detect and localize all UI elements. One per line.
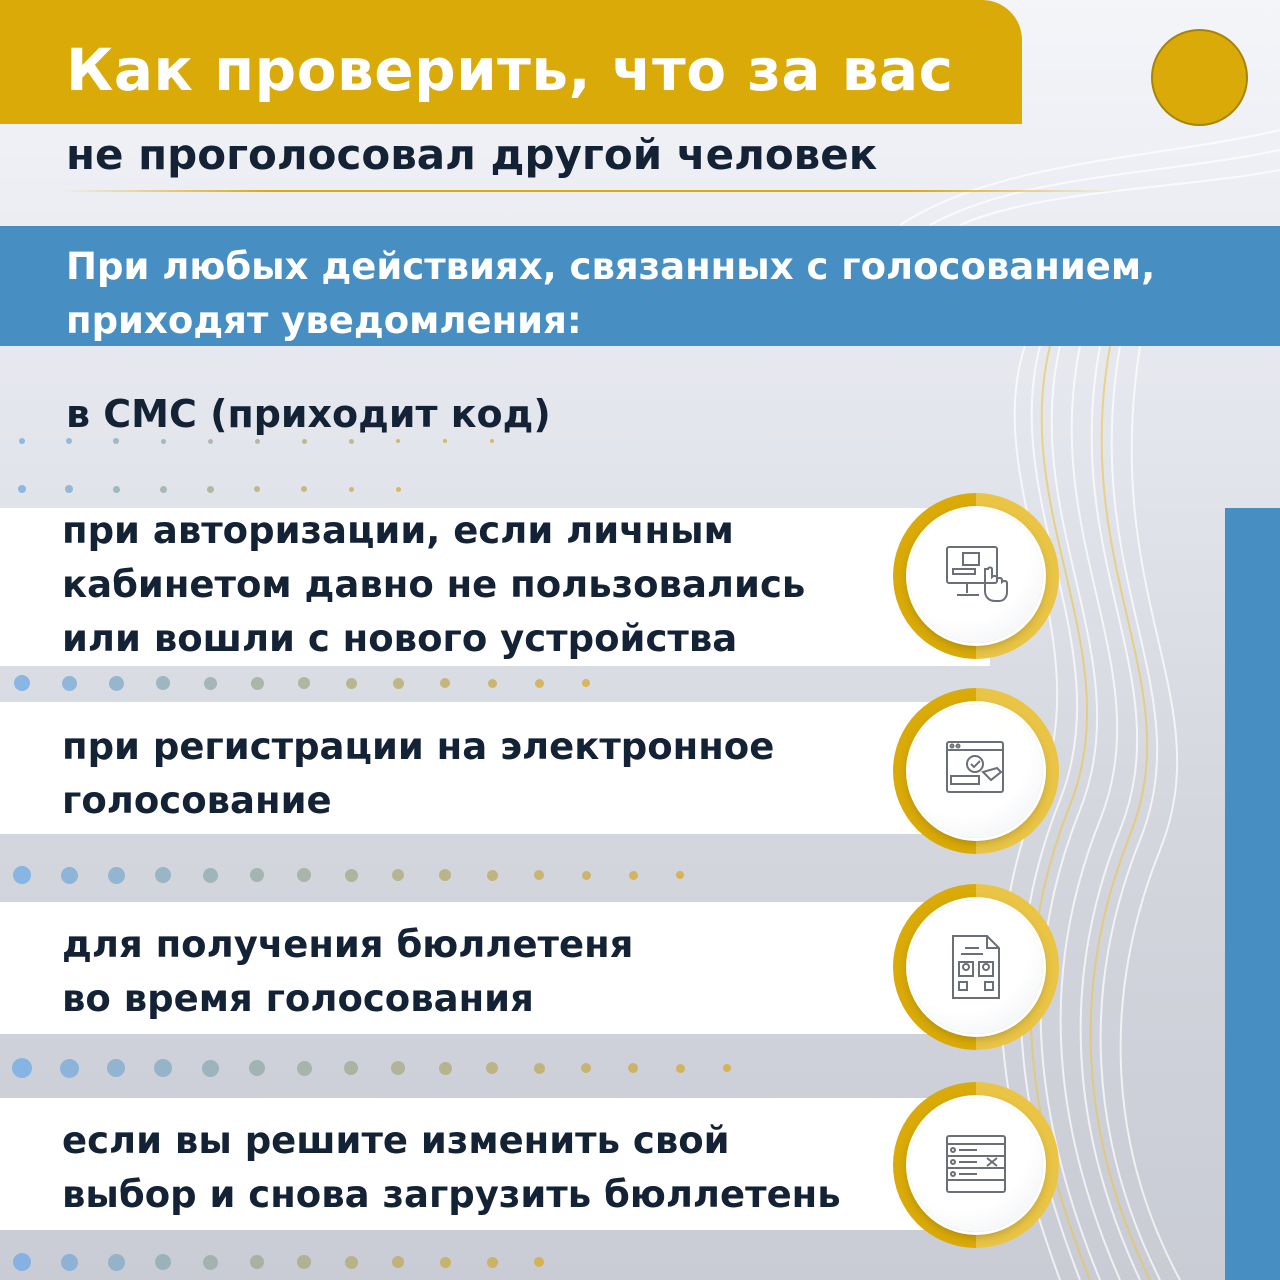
decorative-dot	[254, 486, 260, 492]
decorative-dot	[18, 485, 26, 493]
decorative-dot	[345, 869, 358, 882]
decorative-dot	[109, 676, 124, 691]
decorative-dot	[391, 1061, 405, 1075]
card-4-icon-ring	[893, 1082, 1059, 1248]
decorative-dot	[486, 1062, 498, 1074]
card-2-icon-ring	[893, 688, 1059, 854]
decorative-dot	[160, 486, 167, 493]
sms-note: в СМС (приходит код)	[66, 392, 551, 436]
decorative-dot	[392, 1256, 404, 1268]
decorative-dot	[154, 1059, 172, 1077]
decorative-dot	[203, 1255, 218, 1270]
decorative-dot	[396, 439, 400, 443]
intro-text	[66, 240, 1155, 348]
intro-line-1: При любых действиях, связанных с голосованием,	[66, 245, 1156, 288]
decorative-dot	[302, 439, 307, 444]
decorative-dot	[250, 868, 264, 882]
decorative-dot	[207, 486, 214, 493]
decorative-dot	[66, 438, 72, 444]
card-2-line-2: голосование	[62, 779, 332, 822]
registration-form-icon	[941, 736, 1011, 806]
decorative-dot	[349, 487, 354, 492]
decorative-dot	[345, 1256, 358, 1269]
decorative-dot	[392, 869, 404, 881]
checklist-icon	[941, 1130, 1011, 1200]
decorative-dot	[249, 1060, 265, 1076]
card-1-line-3: или вошли с нового устройства	[62, 617, 738, 660]
card-1-line-2: кабинетом давно не пользовались	[62, 563, 806, 606]
decorative-dot	[487, 1257, 498, 1268]
card-4-line-1: если вы решите изменить свой	[62, 1119, 730, 1162]
decorative-dot	[297, 868, 311, 882]
card-2-line-1: при регистрации на электронное	[62, 725, 775, 768]
card-4-text	[62, 1114, 841, 1222]
decorative-dot	[251, 677, 264, 690]
gold-circle-decoration	[1151, 29, 1248, 126]
decorative-dot	[535, 679, 544, 688]
decorative-dot	[204, 677, 217, 690]
decorative-dot	[534, 1063, 545, 1074]
decorative-dot	[490, 439, 494, 443]
decorative-dot	[676, 1064, 685, 1073]
decorative-dot	[439, 1062, 452, 1075]
decorative-dot	[13, 866, 31, 884]
decorative-dot	[155, 1254, 171, 1270]
decorative-dot	[60, 1059, 79, 1078]
decorative-dot	[255, 439, 260, 444]
decorative-dot	[19, 438, 25, 444]
card-3-line-1: для получения бюллетеня	[62, 923, 634, 966]
card-4-line-2: выбор и снова загрузить бюллетень	[62, 1173, 841, 1216]
gold-divider	[60, 190, 1120, 192]
decorative-dot	[440, 678, 450, 688]
decorative-dot	[443, 439, 447, 443]
decorative-dot	[203, 868, 218, 883]
decorative-dot	[12, 1058, 32, 1078]
decorative-dot	[250, 1255, 264, 1269]
decorative-dot	[156, 676, 170, 690]
decorative-dot	[628, 1063, 638, 1073]
card-2-text	[62, 720, 774, 828]
decorative-dot	[65, 485, 73, 493]
card-3-text	[62, 918, 633, 1026]
decorative-dot	[202, 1060, 219, 1077]
decorative-dot	[155, 867, 171, 883]
decorative-dot	[396, 487, 401, 492]
decorative-dot	[297, 1255, 311, 1269]
decorative-dot	[14, 675, 30, 691]
decorative-dot	[344, 1061, 358, 1075]
computer-touch-icon	[941, 541, 1011, 611]
card-3-line-2: во время голосования	[62, 977, 534, 1020]
page-title: Как проверить, что за вас	[66, 36, 954, 104]
decorative-dot	[439, 869, 451, 881]
decorative-dot	[113, 438, 119, 444]
decorative-dot	[297, 1061, 312, 1076]
decorative-dot	[349, 439, 354, 444]
decorative-dot	[208, 439, 213, 444]
decorative-dot	[534, 1257, 544, 1267]
decorative-dot	[723, 1064, 731, 1072]
decorative-dot	[440, 1257, 451, 1268]
ballot-document-icon	[941, 932, 1011, 1002]
decorative-dot	[108, 1254, 125, 1271]
decorative-dot	[582, 871, 591, 880]
card-1-icon-ring	[893, 493, 1059, 659]
decorative-dot	[629, 871, 638, 880]
card-1-line-1: при авторизации, если личным	[62, 509, 734, 552]
decorative-dot	[161, 439, 166, 444]
decorative-dot	[107, 1059, 125, 1077]
decorative-dot	[62, 676, 77, 691]
decorative-dot	[346, 678, 357, 689]
decorative-dot	[488, 679, 497, 688]
decorative-dot	[301, 486, 307, 492]
decorative-dot	[298, 677, 310, 689]
decorative-dot	[393, 678, 404, 689]
decorative-dot	[582, 679, 590, 687]
decorative-dot	[113, 486, 120, 493]
decorative-dot	[487, 870, 498, 881]
decorative-dot	[676, 871, 684, 879]
decorative-dot	[581, 1063, 591, 1073]
page-subtitle: не проголосовал другой человек	[66, 130, 878, 179]
decorative-dot	[534, 870, 544, 880]
decorative-dot	[108, 867, 125, 884]
intro-line-2: приходят уведомления:	[66, 299, 582, 342]
decorative-dot	[61, 867, 78, 884]
card-3-icon-ring	[893, 884, 1059, 1050]
decorative-dot	[61, 1254, 78, 1271]
card-1-text	[62, 504, 805, 666]
right-accent-bar	[1225, 508, 1280, 1280]
decorative-dot	[13, 1253, 31, 1271]
